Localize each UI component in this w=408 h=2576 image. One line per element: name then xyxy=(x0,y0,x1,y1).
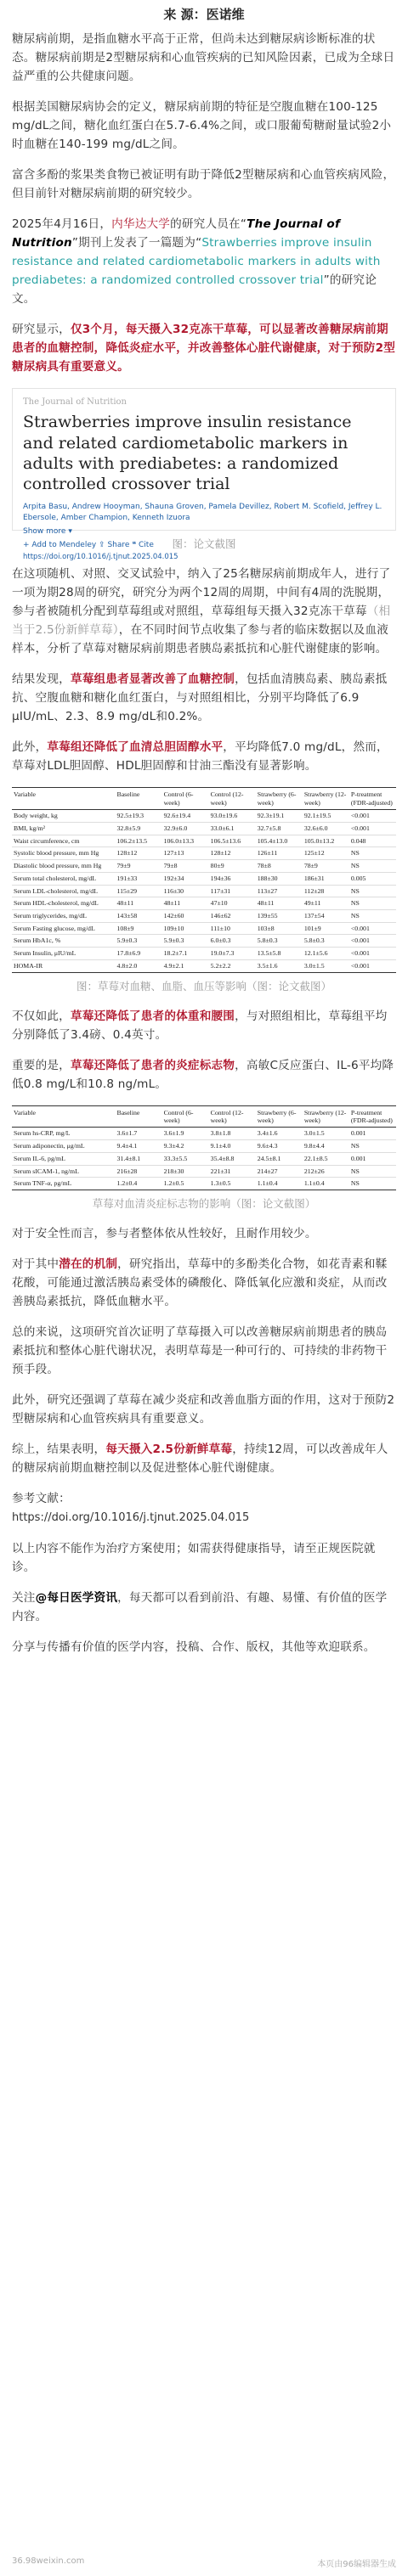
table-cell: NS xyxy=(349,909,396,922)
table-cell: <0.001 xyxy=(349,810,396,823)
table-row xyxy=(12,860,396,873)
table-cell: 125±12 xyxy=(303,847,349,860)
table-cell: Serum adiponectin, μg/mL xyxy=(12,1140,116,1153)
table-cell: 93.0±19.6 xyxy=(209,810,256,823)
table-cell: 31.4±8.1 xyxy=(116,1152,162,1165)
table-cell: 3.6±1.7 xyxy=(116,1128,162,1140)
mechanism-paragraph: 对于其中潜在的机制，研究指出，草莓中的多酚类化合物，如花青素和鞣花酸，可能通过激活胰岛素受体的磷酸化、降低氧化应激和炎症，从而改善胰岛素抵抗，降低血糖水平。 xyxy=(12,1257,388,1309)
table-header-cell: Control (12-week) xyxy=(209,788,256,810)
table-cell: 101±9 xyxy=(303,922,349,935)
table-row xyxy=(12,1140,396,1153)
table-cell: 106.2±13.5 xyxy=(116,835,162,847)
table-cell: 0.001 xyxy=(349,1152,396,1165)
table-cell: 126±11 xyxy=(256,847,303,860)
watermark-left: 36.98weixin.com xyxy=(12,2556,85,2566)
table-cell: 111±10 xyxy=(209,922,256,935)
table-header-cell: P-treatment (FDR-adjusted) xyxy=(349,1105,396,1128)
table-cell: 218±30 xyxy=(162,1165,209,1178)
table-cell: 3.5±1.6 xyxy=(256,959,303,972)
watermark-right: 本页由96编辑器生成 xyxy=(317,2560,396,2569)
table-cell: 49±11 xyxy=(303,897,349,910)
table-cell: 5.9±0.3 xyxy=(162,935,209,948)
table-cell: <0.001 xyxy=(349,948,396,960)
methods-paragraph: 在这项随机、对照、交叉试验中，纳入了25名糖尿病前期成年人，进行了一项为期28周的研究，研究分为两个12周的周期，中间有4周的洗脱期，参与者被随机分配到草莓组或对照组，草莓组每天摄入32克冻干草莓（相当于2.5份新鲜草莓），在不同时间节点收集了参与者的临床数据以及血液样本，分析了草莓对糖尿病前期患者胰岛素抵抗和心脏代谢健康的影响。 xyxy=(12,567,391,656)
table-cell: Serum Insulin, μIU/mL xyxy=(12,948,116,960)
table-cell: 105.0±13.2 xyxy=(303,835,349,847)
table-header-cell: Control (12-week) xyxy=(209,1105,256,1128)
table-cell: Diastolic blood pressure, mm Hg xyxy=(12,860,116,873)
table-cell: 3.6±1.9 xyxy=(162,1128,209,1140)
finding-highlight: 仅3个月，每天摄入32克冻干草莓，可以显著改善糖尿病前期患者的血糖控制，降低炎症水平，并改善整体心脏代谢健康，对于预防2型糖尿病具有重要意义。 xyxy=(12,323,396,374)
intro-paragraph-1: 糖尿病前期，是指血糖水平高于正常，但尚未达到糖尿病诊断标准的状态。糖尿病前期是2型糖尿病和心血管疾病的已知风险因素，已成为全球日益严重的公共健康问题。 xyxy=(12,32,395,84)
table-cell: NS xyxy=(349,885,396,897)
table-cell: 9.4±4.1 xyxy=(116,1140,162,1153)
table-cell: 92.6±19.4 xyxy=(162,810,209,823)
table-header-cell: Strawberry (12-week) xyxy=(303,788,349,810)
table-cell: 113±27 xyxy=(256,885,303,897)
reference-link[interactable]: https://doi.org/10.1016/j.tjnut.2025.04.015 xyxy=(12,1511,250,1525)
table-cell: 117±31 xyxy=(209,885,256,897)
table-cell: 0.005 xyxy=(349,872,396,885)
university-name: 内华达大学 xyxy=(111,217,171,232)
table-cell: 1.2±0.4 xyxy=(116,1178,162,1190)
table-cell: HOMA-IR xyxy=(12,959,116,972)
table-header-cell: Strawberry (12-week) xyxy=(303,1105,349,1128)
table-cell: Waist circumference, cm xyxy=(12,835,116,847)
table-header-cell: Baseline xyxy=(116,1105,162,1128)
paper-title: Strawberries improve insulin resistance and related cardiometabolic markers in adults with prediabetes: a randomized controlled crossover trial xyxy=(23,413,352,494)
table-cell: 22.1±8.5 xyxy=(303,1152,349,1165)
table-cell: 127±13 xyxy=(162,847,209,860)
table-row xyxy=(12,835,396,847)
table-row xyxy=(12,822,396,835)
table-row xyxy=(12,1165,396,1178)
table-cell: 78±8 xyxy=(256,860,303,873)
results-glucose: 结果发现，草莓组患者显著改善了血糖控制，包括血清胰岛素、胰岛素抵抗、空腹血糖和糖化血红蛋白，与对照组相比，分别平均降低了6.9 μIU/mL、2.3、8.9 mg/dL和0.2%。 xyxy=(12,672,388,724)
table-cell: 79±9 xyxy=(116,860,162,873)
table-cell: 194±36 xyxy=(209,872,256,885)
table-cell: Serum LDL-cholesterol, mg/dL xyxy=(12,885,116,897)
table-row xyxy=(12,810,396,823)
table-cell: 48±11 xyxy=(116,897,162,910)
conclusion-paragraph-1: 总的来说，这项研究首次证明了草莓摄入可以改善糖尿病前期患者的胰岛素抵抗和整体心脏代谢状况，表明草莓是一种可行的、可持续的非药物干预手段。 xyxy=(12,1325,388,1377)
table-cell: 192±34 xyxy=(162,872,209,885)
table-header-cell: Strawberry (6-week) xyxy=(256,788,303,810)
table-cell: 103±8 xyxy=(256,922,303,935)
table-cell: 5.9±0.3 xyxy=(116,935,162,948)
table-header-cell: Variable xyxy=(12,1105,116,1128)
table-cell: 48±11 xyxy=(256,897,303,910)
table-cell: 12.1±5.6 xyxy=(303,948,349,960)
table-cell: 109±10 xyxy=(162,922,209,935)
table-cell: 13.5±5.8 xyxy=(256,948,303,960)
table-cell: 92.5±19.3 xyxy=(116,810,162,823)
paper-title-en: Strawberries improve insulin resistance and related cardiometabolic markers in adults with prediabetes: a randomized controlled crossover trial xyxy=(12,236,381,288)
table-cell: 0.048 xyxy=(349,835,396,847)
table-header-cell: Variable xyxy=(12,788,116,810)
table-row xyxy=(12,897,396,910)
table-row xyxy=(12,1128,396,1140)
reference-label: 参考文献： xyxy=(12,1492,71,1506)
table-cell: Body weight, kg xyxy=(12,810,116,823)
table-cell: 3.0±1.5 xyxy=(303,959,349,972)
paper-doi-link[interactable]: https://doi.org/10.1016/j.tjnut.2025.04.015 xyxy=(23,552,178,561)
table-cell: 212±26 xyxy=(303,1165,349,1178)
table-header-cell: Control (6-week) xyxy=(162,788,209,810)
table-cell: 221±31 xyxy=(209,1165,256,1178)
table-cell: 17.8±6.9 xyxy=(116,948,162,960)
table-row xyxy=(12,948,396,960)
table-cell: 4.8±2.0 xyxy=(116,959,162,972)
table-cell: <0.001 xyxy=(349,922,396,935)
table-cell: 106.5±13.6 xyxy=(209,835,256,847)
table-cell: Serum hs-CRP, mg/L xyxy=(12,1128,116,1140)
table-cell: Serum HbA1c, % xyxy=(12,935,116,948)
table-cell: 9.6±4.3 xyxy=(256,1140,303,1153)
table-cell: 137±54 xyxy=(303,909,349,922)
watermark xyxy=(12,2556,396,2569)
show-more-link[interactable]: Show more ▾ xyxy=(23,526,72,536)
safety-paragraph: 对于安全性而言，参与者整体依从性较好，且耐作用较少。 xyxy=(12,1227,317,1241)
table-cell: 214±27 xyxy=(256,1165,303,1178)
study-intro-paragraph: 2025年4月16日，内华达大学的研究人员在“The Journal of Nutrition”期刊上发表了一篇题为“Strawberries improve insulin resistance and related cardiometabolic markers in adults with prediabetes: a randomized controlled crossover trial”的研究论文。 xyxy=(12,217,381,307)
table-cell: 78±9 xyxy=(303,860,349,873)
table-cell: NS xyxy=(349,847,396,860)
paper-authors[interactable]: Arpita Basu, Andrew Hooyman, Shauna Groven, Pamela Devillez, Robert M. Scofield, Jeffrey L. Ebersole, Amber Champion, Kenneth Izuora xyxy=(23,502,382,522)
table-cell: 3.0±1.5 xyxy=(303,1128,349,1140)
results-inflammation: 重要的是，草莓还降低了患者的炎症标志物，高敏C反应蛋白、IL-6平均降低0.8 mg/L和10.8 ng/mL。 xyxy=(12,1058,394,1091)
table-cell: 32.8±5.9 xyxy=(116,822,162,835)
journal-name: The Journal of Nutrition xyxy=(12,217,341,250)
table-cell: 35.4±8.8 xyxy=(209,1152,256,1165)
conclusion-paragraph-2: 此外，研究还强调了草莓在减少炎症和改善血脂方面的作用，这对于预防2型糖尿病和心血管疾病具有重要意义。 xyxy=(12,1393,395,1426)
table-cell: 5.8±0.3 xyxy=(256,935,303,948)
table-cell: 32.9±6.0 xyxy=(162,822,209,835)
table-header-cell: Baseline xyxy=(116,788,162,810)
paper-journal: The Journal of Nutrition xyxy=(23,397,128,408)
table-cell: 128±12 xyxy=(209,847,256,860)
table-header-cell: P-treatment (FDR-adjusted) xyxy=(349,788,396,810)
inflammation-table xyxy=(12,1105,396,1190)
table-cell: 1.2±0.5 xyxy=(162,1178,209,1190)
table-cell: 3.4±1.6 xyxy=(256,1128,303,1140)
table-cell: 80±9 xyxy=(209,860,256,873)
results-cholesterol: 此外，草莓组还降低了血清总胆固醇水平，平均降低7.0 mg/dL，然而，草莓对LDL胆固醇、HDL胆固醇和甘油三酯没有显著影响。 xyxy=(12,740,388,773)
table-cell: 9.1±4.0 xyxy=(209,1140,256,1153)
table-cell: 108±9 xyxy=(116,922,162,935)
disclaimer: 以上内容不能作为治疗方案使用；如需获得健康指导，请至正规医院就诊。 xyxy=(12,1542,376,1575)
table-row xyxy=(12,872,396,885)
table-row xyxy=(12,959,396,972)
finding-summary: 研究显示，仅3个月，每天摄入32克冻干草莓，可以显著改善糖尿病前期患者的血糖控制，降低炎症水平，并改善整体心脏代谢健康，对于预防2型糖尿病具有重要意义。 xyxy=(12,323,396,374)
intro-paragraph-3: 富含多酚的浆果类食物已被证明有助于降低2型糖尿病和心血管疾病风险，但目前针对糖尿病前期的研究较少。 xyxy=(12,168,395,201)
results-weight: 不仅如此，草莓还降低了患者的体重和腰围，与对照组相比，草莓组平均分别降低了3.4磅、0.4英寸。 xyxy=(12,1009,388,1042)
table-cell: BMI, kg/m² xyxy=(12,822,116,835)
table-cell: 1.1±0.4 xyxy=(256,1178,303,1190)
table-cell: 112±28 xyxy=(303,885,349,897)
table-cell: 143±58 xyxy=(116,909,162,922)
cooperation-paragraph: 分享与传播有价值的医学内容，投稿、合作、版权，其他等欢迎联系。 xyxy=(12,1640,376,1655)
caption-table-2: 草莓对血清炎症标志物的影响（图：论文截图） xyxy=(92,1197,316,1211)
summary-paragraph: 综上，结果表明，每天摄入2.5份新鲜草莓，持续12周，可以改善成年人的糖尿病前期血糖控制以及促进整体心脏代谢健康。 xyxy=(12,1443,388,1476)
table-cell: 33.0±6.1 xyxy=(209,822,256,835)
table-row xyxy=(12,847,396,860)
table-cell: Serum IL-6, pg/mL xyxy=(12,1152,116,1165)
table-cell: 9.3±4.2 xyxy=(162,1140,209,1153)
table-cell: 79±8 xyxy=(162,860,209,873)
table-row xyxy=(12,922,396,935)
table-cell: 216±28 xyxy=(116,1165,162,1178)
table-row xyxy=(12,935,396,948)
table-cell: 115±29 xyxy=(116,885,162,897)
table-cell: 92.3±19.1 xyxy=(256,810,303,823)
table-cell: 139±55 xyxy=(256,909,303,922)
intro-paragraph-2: 根据美国糖尿病协会的定义，糖尿病前期的特征是空腹血糖在100-125 mg/dL之间，糖化血红蛋白在5.7-6.4%之间，或口服葡萄糖耐量试验2小时血糖在140-199 mg/dL之间。 xyxy=(12,100,392,152)
table-cell: <0.001 xyxy=(349,959,396,972)
account-name[interactable]: @每日医学资讯 xyxy=(35,1591,118,1606)
table-cell: 32.7±5.8 xyxy=(256,822,303,835)
table-cell: 47±10 xyxy=(209,897,256,910)
table-cell: 105.4±13.0 xyxy=(256,835,303,847)
table-row xyxy=(12,1152,396,1165)
table-cell: <0.001 xyxy=(349,935,396,948)
table-cell: 24.5±8.1 xyxy=(256,1152,303,1165)
table-cell: NS xyxy=(349,1140,396,1153)
table-cell: Serum triglycerides, mg/dL xyxy=(12,909,116,922)
table-cell: Serum sICAM-1, ng/mL xyxy=(12,1165,116,1178)
metabolic-table xyxy=(12,787,396,972)
table-cell: 0.001 xyxy=(349,1128,396,1140)
table-cell: NS xyxy=(349,897,396,910)
table-cell: NS xyxy=(349,1165,396,1178)
table-cell: 48±11 xyxy=(162,897,209,910)
table-cell: 5.8±0.3 xyxy=(303,935,349,948)
follow-paragraph: 关注@每日医学资讯，每天都可以看到前沿、有趣、易懂、有价值的医学内容。 xyxy=(12,1591,388,1624)
table-header-cell: Control (6-week) xyxy=(162,1105,209,1128)
source-line: 来 源：医诺维 xyxy=(163,7,245,22)
table-row xyxy=(12,909,396,922)
table-cell: 146±62 xyxy=(209,909,256,922)
table-cell: 4.9±2.1 xyxy=(162,959,209,972)
table-cell: 33.3±5.5 xyxy=(162,1152,209,1165)
table-cell: 18.2±7.1 xyxy=(162,948,209,960)
table-cell: 191±33 xyxy=(116,872,162,885)
table-cell: NS xyxy=(349,860,396,873)
table-cell: 5.2±2.2 xyxy=(209,959,256,972)
table-cell: Serum TNF-α, pg/mL xyxy=(12,1178,116,1190)
table-cell: 32.6±6.0 xyxy=(303,822,349,835)
table-cell: 188±30 xyxy=(256,872,303,885)
caption-table-1: 图：草莓对血糖、血脂、血压等影响（图：论文截图） xyxy=(76,979,332,993)
table-cell: 186±31 xyxy=(303,872,349,885)
table-cell: 19.0±7.3 xyxy=(209,948,256,960)
table-cell: Serum HDL-cholesterol, mg/dL xyxy=(12,897,116,910)
table-cell: 9.8±4.4 xyxy=(303,1140,349,1153)
paper-actions[interactable]: + Add to Mendeley ⇪ Share ❝ Cite xyxy=(23,540,154,549)
table-cell: 128±12 xyxy=(116,847,162,860)
table-row xyxy=(12,1178,396,1190)
table-cell: 116±30 xyxy=(162,885,209,897)
table-cell: 106.0±13.3 xyxy=(162,835,209,847)
table-cell: Systolic blood pressure, mm Hg xyxy=(12,847,116,860)
table-cell: NS xyxy=(349,1178,396,1190)
table-cell: 1.3±0.5 xyxy=(209,1178,256,1190)
table-cell: 6.0±0.3 xyxy=(209,935,256,948)
table-cell: 142±60 xyxy=(162,909,209,922)
table-cell: Serum Fasting glucose, mg/dL xyxy=(12,922,116,935)
table-cell: 3.8±1.8 xyxy=(209,1128,256,1140)
table-cell: <0.001 xyxy=(349,822,396,835)
table-cell: 92.1±19.5 xyxy=(303,810,349,823)
caption-paper: 图：论文截图 xyxy=(172,537,236,551)
table-header-cell: Strawberry (6-week) xyxy=(256,1105,303,1128)
table-row xyxy=(12,885,396,897)
table-cell: Serum total cholesterol, mg/dL xyxy=(12,872,116,885)
table-cell: 1.1±0.4 xyxy=(303,1178,349,1190)
